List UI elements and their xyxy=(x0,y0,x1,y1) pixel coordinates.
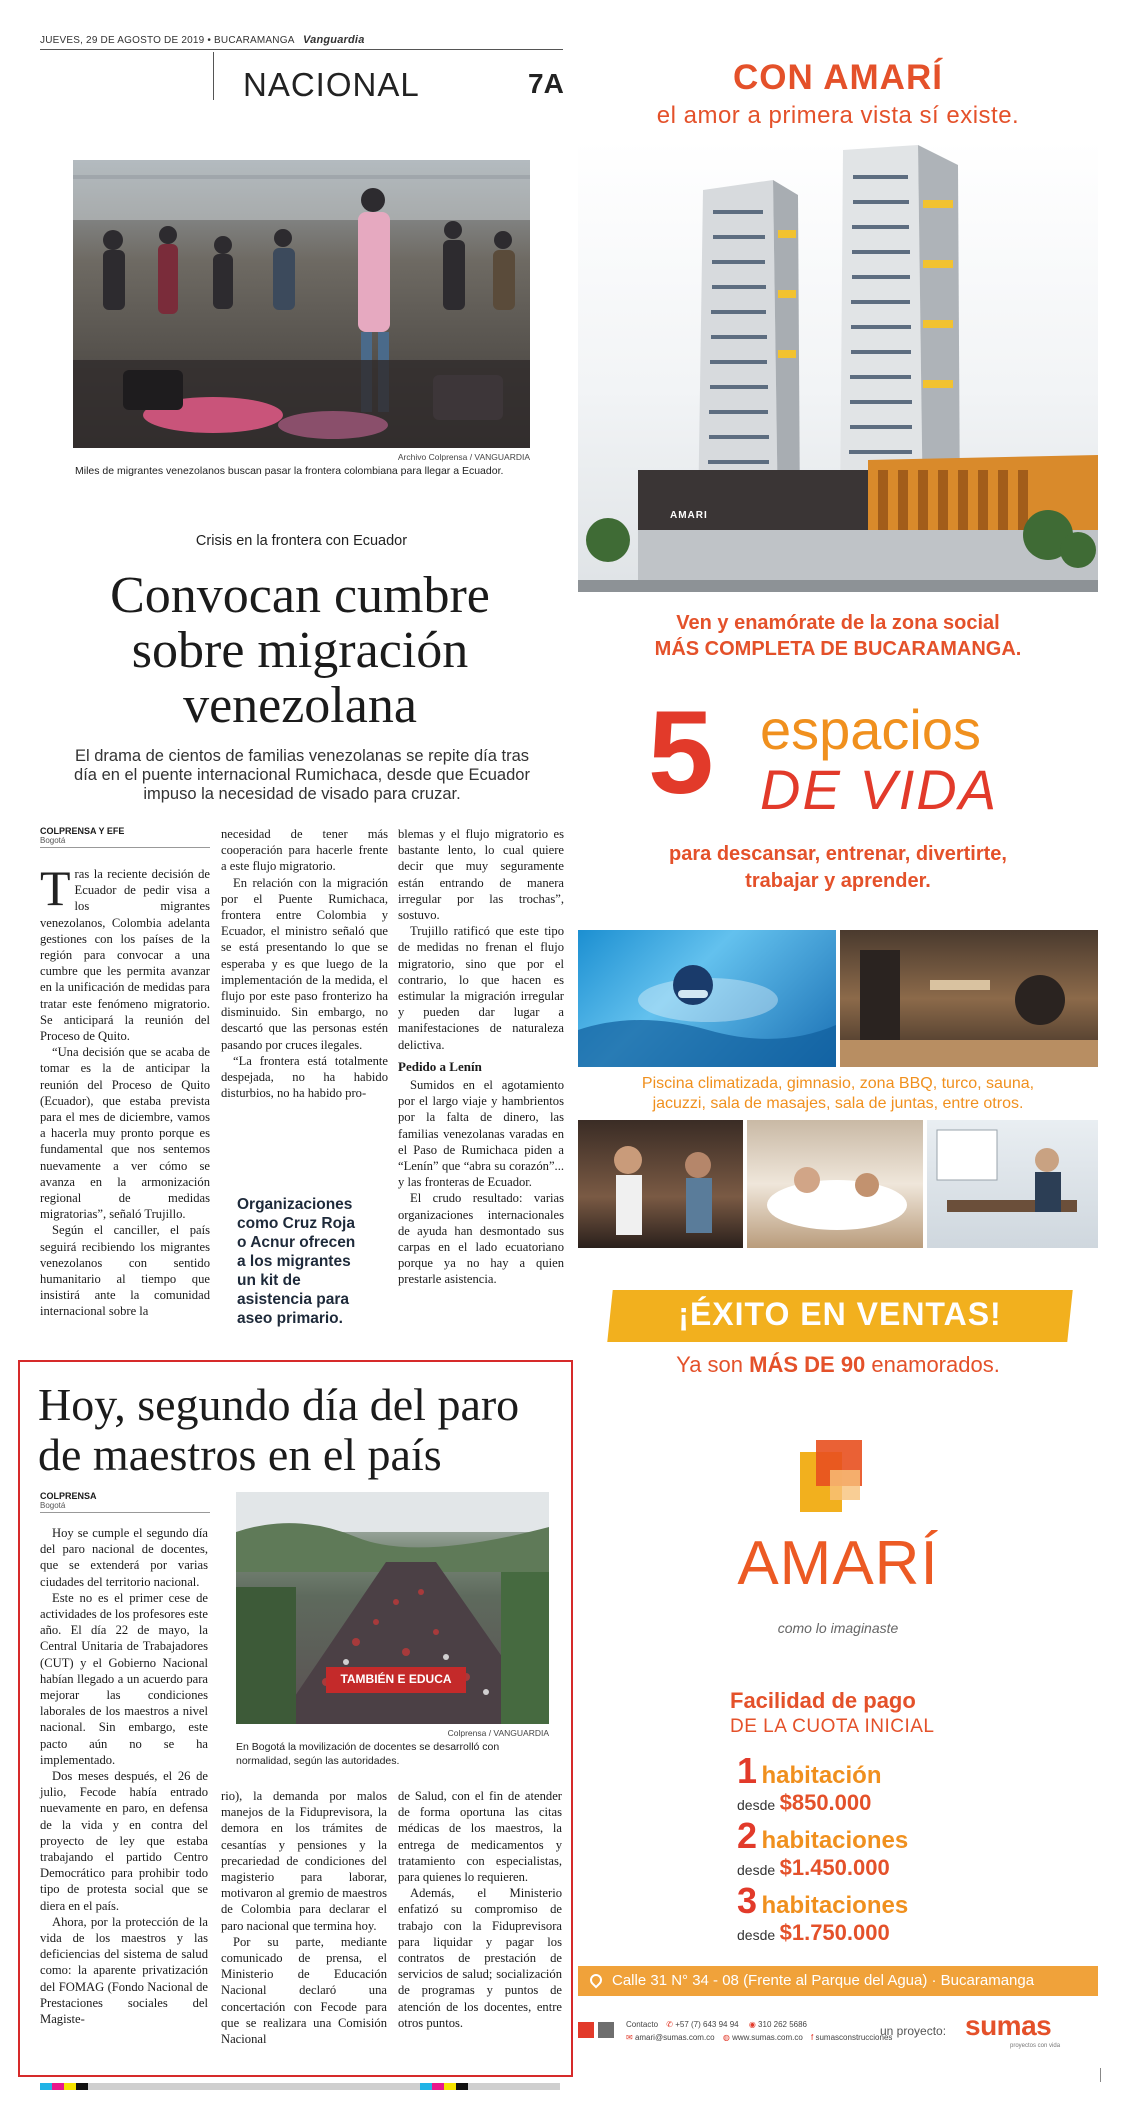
option-1-label: habitación xyxy=(761,1762,882,1789)
story2-col1-p3: Dos meses después, el 26 de julio, Fecode había entrado nuevamente en paro, en defensa de la vida y en contra del proyecto de ley que estaba trabajando el partido Centro Democrático para prohibir todo tipo de protesta social que se diera en el país. xyxy=(40,1769,208,1913)
contact-squares xyxy=(578,2022,618,2038)
sumas-sub: proyectos con vida xyxy=(1010,2043,1061,2049)
ad-purpose-line2: trabajar y aprender. xyxy=(745,870,931,892)
phone1: +57 (7) 643 94 94 xyxy=(675,2020,739,2029)
story-deck: El drama de cientos de familias venezolanas se repite día tras día en el puente internacional Rumichaca, desde que Ecuador impuso la necesidad de visado para cruzar. xyxy=(74,747,530,803)
registration-bar xyxy=(40,2083,560,2090)
email: amari@sumas.com.co xyxy=(634,2033,715,2042)
protest-photo-illustration xyxy=(236,1492,549,1724)
story2-column-3 xyxy=(398,1788,562,2031)
ad-tagline: el amor a primera vista sí existe. xyxy=(656,102,1020,129)
ad-social-line1: Ven y enamórate de la zona social xyxy=(676,612,1000,634)
sumas-logo: sumas xyxy=(965,2010,1052,2041)
phone-icon: ✆ xyxy=(666,2020,673,2029)
photo-caption: Miles de migrantes venezolanos buscan pasar la frontera colombiana para llegar a Ecuador. xyxy=(75,465,504,477)
story1-subhead: Pedido a Lenín xyxy=(398,1058,482,1074)
story1-col1-p1-text: ras la reciente decisión de Ecuador de pedir visa a los migrantes venezolanos, Colombia adelanta gestiones con los países de la región para convocar a una cumbre que les permita avanzar en la unificación de medidas para tratar este fenómeno migratorio. Se anticipará la reunión del Proceso de Quito. xyxy=(40,867,210,1044)
option-1-desde: desde xyxy=(737,1797,776,1813)
story2-col2-p2: Por su parte, mediante comunicado de prensa, el Ministerio de Educación Nacional declaró una concertación con Fecode para que se realizara una Comisión Nacional xyxy=(221,1934,387,2047)
story2-photo-credit: Colprensa / VANGUARDIA xyxy=(447,1728,549,1738)
story1-col1-p1 xyxy=(40,860,210,1044)
option-2-price: $1.450.000 xyxy=(779,1855,890,1880)
story2-col3-p1: de Salud, con el fin de atender de forma oportuna las citas médicas de los maestros, la entrega de medicamentos y tratamiento con especialistas, para quienes lo requieren. xyxy=(398,1789,562,1885)
exito-text: ¡ÉXITO EN VENTAS! xyxy=(678,1296,1002,1332)
story2-column-2 xyxy=(221,1788,387,2047)
contact-phones xyxy=(626,2018,892,2031)
spa-illustration xyxy=(747,1120,923,1248)
brand-name: AMARÍ xyxy=(737,1529,939,1598)
masthead-rule xyxy=(40,49,563,50)
byline xyxy=(40,826,210,848)
story-headline: Convocan cumbre sobre migración venezolana xyxy=(110,567,490,734)
story1-column-3 xyxy=(398,826,564,1288)
protest-photo xyxy=(236,1492,549,1724)
story2-col3-p2: Además, el Ministerio enfatizó su compromiso de trabajo con la Fiduprevisora para liquidar y pagar los contratos de prestación de servicios de salud; socialización de programas y puntos de atención de los docentes, entre otros puntos. xyxy=(398,1886,562,2030)
building-render xyxy=(578,140,1098,592)
option-2-label: habitaciones xyxy=(761,1827,909,1854)
story2-column-1 xyxy=(40,1525,208,2027)
dropcap: T xyxy=(40,860,71,916)
ad-amenities-line2: jacuzzi, sala de masajes, sala de juntas, entre otros. xyxy=(652,1095,1024,1112)
story2-headline: Hoy, segundo día del paro de maestros en el país xyxy=(38,1379,520,1480)
ad-amenities-line1: Piscina climatizada, gimnasio, zona BBQ, turco, sauna, xyxy=(641,1075,1035,1092)
story2-col1-p4: Ahora, por la protección de la vida de los maestros y las deficiencias del sistema de salud como: la aparente privatización del FOMAG (Fondo Nacional de Prestaciones sociales del Magiste- xyxy=(40,1914,208,2027)
ad-title: CON AMARÍ xyxy=(733,58,943,97)
story1-column-2 xyxy=(221,826,388,1101)
migrants-photo xyxy=(73,160,530,448)
story2-photo-caption: En Bogotá la movilización de docentes se desarrolló con normalidad, según las autoridades. xyxy=(236,1741,500,1767)
gym-illustration xyxy=(840,930,1098,1067)
migrants-photo-illustration xyxy=(73,160,530,448)
option-3-desde: desde xyxy=(737,1927,776,1943)
story-kicker: Crisis en la frontera con Ecuador xyxy=(195,533,408,549)
phone2: 310 262 5686 xyxy=(758,2020,807,2029)
un-proyecto-label: un proyecto: xyxy=(880,2024,947,2038)
option-1-price: $850.000 xyxy=(779,1790,872,1815)
story1-col1-p3: Según el canciller, el país seguirá recibiendo los migrantes venezolanos con sentido humanitario al tiempo que insistirá ante la comunidad internacional sobre la xyxy=(40,1223,210,1319)
dateline xyxy=(40,34,365,46)
story1-col2-p2: En relación con la migración por el Puente Rumichaca, frontera entre Colombia y Ecuador, el ministro señaló que se está presentando lo que se esperaba y es que luego de la implementación de la medida, el flujo por este paso fronterizo ha disminuido. Sin embargo, no descartó que las personas estén pasando por cruces ilegales. xyxy=(221,875,388,1052)
spa-photo xyxy=(747,1120,923,1248)
section-name: NACIONAL xyxy=(243,66,420,103)
option-3-price-line xyxy=(737,1920,890,1946)
option-2-price-line xyxy=(737,1855,890,1881)
byline-name: COLPRENSA Y EFE xyxy=(40,826,125,836)
swimmer-illustration xyxy=(578,930,836,1067)
web-icon: ◍ xyxy=(722,2033,730,2042)
photo-credit: Archivo Colprensa / VANGUARDIA xyxy=(397,452,530,462)
email-icon: ✉ xyxy=(626,2033,633,2042)
building-sign: AMARI xyxy=(670,510,708,521)
social-handle: sumasconstrucciones xyxy=(815,2033,893,2042)
story2-col1-p1: Hoy se cumple el segundo día del paro nacional de docentes, que se extenderá por varias ciudades del territorio nacional. xyxy=(40,1526,208,1589)
story2-byline xyxy=(40,1491,210,1513)
contact-online xyxy=(626,2031,892,2044)
ya-son-line xyxy=(578,1352,1098,1378)
location-pin-icon xyxy=(588,1972,605,1989)
ad-big-number: 5 xyxy=(648,687,714,819)
story1-column-1 xyxy=(40,860,210,1320)
story1-col3-p2: Trujillo ratificó que este tipo de medidas no frenan el flujo migratorio, sino que por el contrario, lo que hacen es estimular la migración irregular y pueden dar lugar a manifestaciones de naturaleza delictiva. xyxy=(398,924,564,1052)
ad-purpose-line1: para descansar, entrenar, divertirte, xyxy=(669,843,1007,865)
option-2-desde: desde xyxy=(737,1862,776,1878)
option-1 xyxy=(737,1750,882,1792)
address-bar xyxy=(578,1966,1098,1996)
story1-col2-p3: “La frontera está totalmente despejada, no ha habido disturbios, no ha habido pro- xyxy=(221,1053,388,1101)
website: www.sumas.com.co xyxy=(732,2033,803,2042)
story2-byline-name: COLPRENSA xyxy=(40,1491,97,1501)
dateline-text: JUEVES, 29 DE AGOSTO DE 2019 • BUCARAMANGA xyxy=(40,35,295,46)
building-illustration xyxy=(578,140,1098,592)
option-1-number: 1 xyxy=(737,1750,758,1791)
byline-city: Bogotá xyxy=(40,836,210,848)
section-divider xyxy=(213,52,214,100)
facebook-icon: f xyxy=(811,2033,814,2042)
pool-photo xyxy=(578,930,836,1067)
option-3-number: 3 xyxy=(737,1880,758,1921)
mobile-icon: ◉ xyxy=(748,2020,756,2029)
ad-espacios: espacios xyxy=(760,698,982,761)
facilidad-line2: DE LA CUOTA INICIAL xyxy=(730,1716,935,1737)
contact-label: Contacto xyxy=(626,2020,659,2029)
address-text: Calle 31 N° 34 - 08 (Frente al Parque del Agua) · Bucaramanga xyxy=(612,1972,1035,1989)
option-2 xyxy=(737,1815,908,1857)
pullquote: Organizaciones como Cruz Roja o Acnur ofrecen a los migrantes un kit de asistencia para aseo primario. xyxy=(237,1196,356,1327)
gym-photo xyxy=(840,930,1098,1067)
corner-mark xyxy=(1100,2068,1101,2082)
story2-col1-p2: Este no es el primer cese de actividades de los profesores este año. El día 22 de mayo, la Central Unitaria de Trabajadores (CUT) y el Gobierno Nacional habían llegado a un acuerdo para mejorar las condiciones laborales de los maestros a nivel nacional. Sin embargo, este pacto aún no se ha implementado. xyxy=(40,1590,208,1767)
option-3-price: $1.750.000 xyxy=(779,1920,890,1945)
protest-banner-text: TAMBIÉN E EDUCA xyxy=(340,1672,452,1686)
amari-logo-icon xyxy=(800,1440,872,1512)
story1-col2-p1: necesidad de tener más cooperación para hacerle frente a este flujo migratorio. xyxy=(221,827,388,874)
page-number: 7A xyxy=(528,68,564,99)
meeting-photo xyxy=(927,1120,1098,1248)
ya-son-pre: Ya son xyxy=(676,1352,750,1377)
meeting-illustration xyxy=(927,1120,1098,1248)
story1-col3-p3: Sumidos en el agotamiento por el largo viaje y hambrientos por la falta de dinero, las familias venezolanas varadas en el Paso de Rumichaca piden a “Lenín” que “abra su corazón”... y las fronteras de Ecuador. xyxy=(398,1078,564,1190)
bbq-illustration xyxy=(578,1120,743,1248)
bbq-photo xyxy=(578,1120,743,1248)
ad-social-line2: MÁS COMPLETA DE BUCARAMANGA. xyxy=(654,638,1022,660)
story2-byline-city: Bogotá xyxy=(40,1501,210,1513)
ya-son-post: enamorados. xyxy=(865,1352,1000,1377)
story1-col3-p1: blemas y el flujo migratorio es bastante lento, lo cual quiere decir que muy seguramente están entrando de manera irregular por las trochas”, sostuvo. xyxy=(398,827,564,923)
story1-col1-p2: “Una decisión que se acaba de tomar es la de anticipar la reunión del Proceso de Quito (Ecuador), que estaba prevista para el mes de diciembre, vamos a hacerla muy pronto porque es fundamental que nos sentemos nuevamente a ver cómo se avanza en la armonización regional de medidas migratorias”, señaló Trujillo. xyxy=(40,1045,210,1222)
option-2-number: 2 xyxy=(737,1815,758,1856)
contact-block xyxy=(626,2018,892,2044)
facilidad-line1: Facilidad de pago xyxy=(730,1688,916,1713)
option-1-price-line xyxy=(737,1790,871,1816)
ya-son-bold: MÁS DE 90 xyxy=(749,1352,866,1377)
story1-col3-p4: El crudo resultado: varias organizaciones internacionales de ayuda han desmontado sus carpas en el lado ecuatoriano porque ya no hay a quien prestarle asistencia. xyxy=(398,1191,564,1287)
brand-sub: como lo imaginaste xyxy=(777,1620,899,1636)
option-3-label: habitaciones xyxy=(761,1892,909,1919)
option-3 xyxy=(737,1880,908,1922)
story2-col2-p1: rio), la demanda por malos manejos de la Fiduprevisora, la demora en los trámites de cesantías y pensiones y la precariedad de condiciones del magisterio para laborar, motivaron al gremio de maestros de Colombia para declarar el paro nacional que termina hoy. xyxy=(221,1789,387,1933)
ad-de-vida: DE VIDA xyxy=(760,758,999,821)
paper-name: Vanguardia xyxy=(303,34,365,46)
